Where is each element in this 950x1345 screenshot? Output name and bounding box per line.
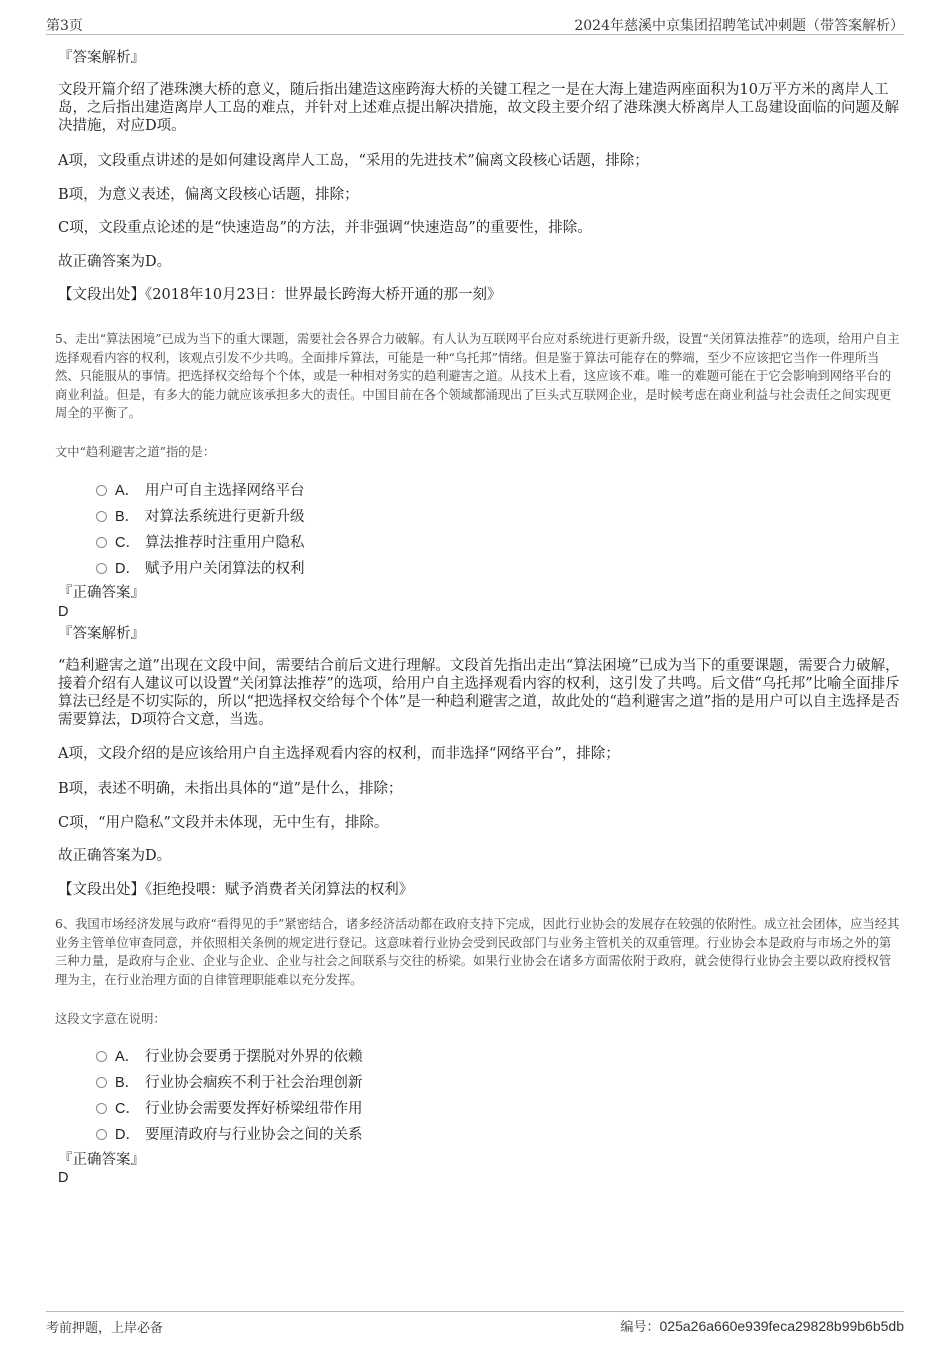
footer-slogan: 考前押题，上岸必备 xyxy=(46,1321,164,1336)
radio-icon[interactable] xyxy=(96,537,107,548)
analysis-option-c: C项，“用户隐私”文段并未体现，无中生有，排除。 xyxy=(58,815,389,831)
answer-label: 『正确答案』 xyxy=(58,585,145,601)
option-b[interactable]: B． 行业协会痼疾不利于社会治理创新 xyxy=(96,1071,363,1092)
document-title: 2024年慈溪中京集团招聘笔试冲刺题（带答案解析） xyxy=(574,18,904,34)
option-b[interactable]: B． 对算法系统进行更新升级 xyxy=(96,505,305,526)
question-stem: 5、走出“算法困境”已成为当下的重大课题，需要社会各界合力破解。有人认为互联网平台应对系统进行更新升级，设置“关闭算法推荐”的选项，给用户自主选择观看内容的权利，该观点引发不少共鸣。全面排斥算法，可能是一种“乌托邦”情绪。但是鉴于算法可能存在的弊端，至少不应该把它当作一件理所当然、只能服从的事情。把选择权交给每个个体，或是一种相对务实的趋利避害之道。从技术上看，这应该不难。唯一的难题可能在于它会影响到网络平台的商业利益。但是，有多大的能力就应该承担多大的责任。中国目前在各个领域都涌现出了巨头式互联网企业，是时候考虑在商业利益与社会责任之间实现更周全的平衡了。 xyxy=(55,332,900,420)
analysis-paragraph: “趋利避害之道”出现在文段中间，需要结合前后文进行理解。文段首先指出走出“算法困境”已成为当下的重要课题，需要合力破解，接着介绍有人建议可以设置“关闭算法推荐”的选项，给用户自主选择观看内容的权利，这引发了共鸣。后文借“乌托邦”比喻全面排斥算法已经是不切实际的，所以“把选择权交给每个个体”是一种趋利避害之道，故此处的“趋利避害之道”指的是用户可以自主选择是否需要算法，D项符合文意，当选。 xyxy=(58,658,900,728)
radio-icon[interactable] xyxy=(96,563,107,574)
option-c[interactable]: C． 行业协会需要发挥好桥梁纽带作用 xyxy=(96,1097,363,1118)
question-stem: 6、我国市场经济发展与政府“看得见的手”紧密结合，诸多经济活动都在政府支持下完成，因此行业协会的发展存在较强的依附性。成立社会团体，应当经其业务主管单位审查同意，并依照相关条例的规定进行登记。这意味着行业协会受到民政部门与业务主管机关的双重管理。行业协会本是政府与市场之外的第三种力量，是政府与企业、企业与企业、企业与社会之间联系与交往的桥梁。如果行业协会在诸多方面需依附于政府，就会使得行业协会主要以政府授权管理为主，在行业治理方面的自律管理职能难以充分发挥。 xyxy=(55,917,900,987)
answer-value: D xyxy=(58,1170,69,1186)
document-code: 编号：025a26a660e939feca29828b99b6b5db xyxy=(620,1318,904,1335)
option-a[interactable]: A． 行业协会要勇于摆脱对外界的依赖 xyxy=(96,1045,363,1066)
conclusion: 故正确答案为D。 xyxy=(58,254,172,270)
analysis-option-a: A项，文段介绍的是应该给用户自主选择观看内容的权利，而非选择“网络平台”，排除； xyxy=(58,746,620,762)
source-citation: 【文段出处】《拒绝投喂：赋予消费者关闭算法的权利》 xyxy=(58,882,414,898)
radio-icon[interactable] xyxy=(96,1103,107,1114)
radio-icon[interactable] xyxy=(96,511,107,522)
analysis-option-a: A项，文段重点讲述的是如何建设离岸人工岛，“采用的先进技术”偏离文段核心话题，排除； xyxy=(58,153,649,169)
conclusion: 故正确答案为D。 xyxy=(58,848,172,864)
option-c[interactable]: C． 算法推荐时注重用户隐私 xyxy=(96,531,305,552)
analysis-option-c: C项，文段重点论述的是“快速造岛”的方法，并非强调“快速造岛”的重要性，排除。 xyxy=(58,220,592,236)
page-header xyxy=(46,14,904,35)
analysis-option-b: B项，为意义表述，偏离文段核心话题，排除； xyxy=(58,187,359,203)
question-prompt: 这段文字意在说明： xyxy=(55,1012,166,1026)
question-prompt: 文中“趋利避害之道”指的是： xyxy=(55,445,216,459)
page-number: 第3页 xyxy=(46,18,83,34)
analysis-option-b: B项，表述不明确，未指出具体的“道”是什么，排除； xyxy=(58,781,403,797)
analysis-paragraph: 文段开篇介绍了港珠澳大桥的意义，随后指出建造这座跨海大桥的关键工程之一是在大海上建造两座面积为10万平方米的离岸人工岛，之后指出建造离岸人工岛的难点，并针对上述难点提出解决措施，故文段主要介绍了港珠澳大桥离岸人工岛建设面临的问题及解决措施，对应D项。 xyxy=(58,82,899,134)
answer-value: D xyxy=(58,604,69,620)
option-a[interactable]: A． 用户可自主选择网络平台 xyxy=(96,479,305,500)
radio-icon[interactable] xyxy=(96,1129,107,1140)
page-footer xyxy=(46,1311,904,1334)
option-d[interactable]: D． 要厘清政府与行业协会之间的关系 xyxy=(96,1123,363,1144)
analysis-label: 『答案解析』 xyxy=(58,626,145,642)
analysis-label: 『答案解析』 xyxy=(58,50,145,66)
radio-icon[interactable] xyxy=(96,1051,107,1062)
radio-icon[interactable] xyxy=(96,485,107,496)
radio-icon[interactable] xyxy=(96,1077,107,1088)
source-citation: 【文段出处】《2018年10月23日：世界最长跨海大桥开通的那一刻》 xyxy=(58,287,502,303)
answer-label: 『正确答案』 xyxy=(58,1152,145,1168)
option-d[interactable]: D． 赋予用户关闭算法的权利 xyxy=(96,557,305,578)
